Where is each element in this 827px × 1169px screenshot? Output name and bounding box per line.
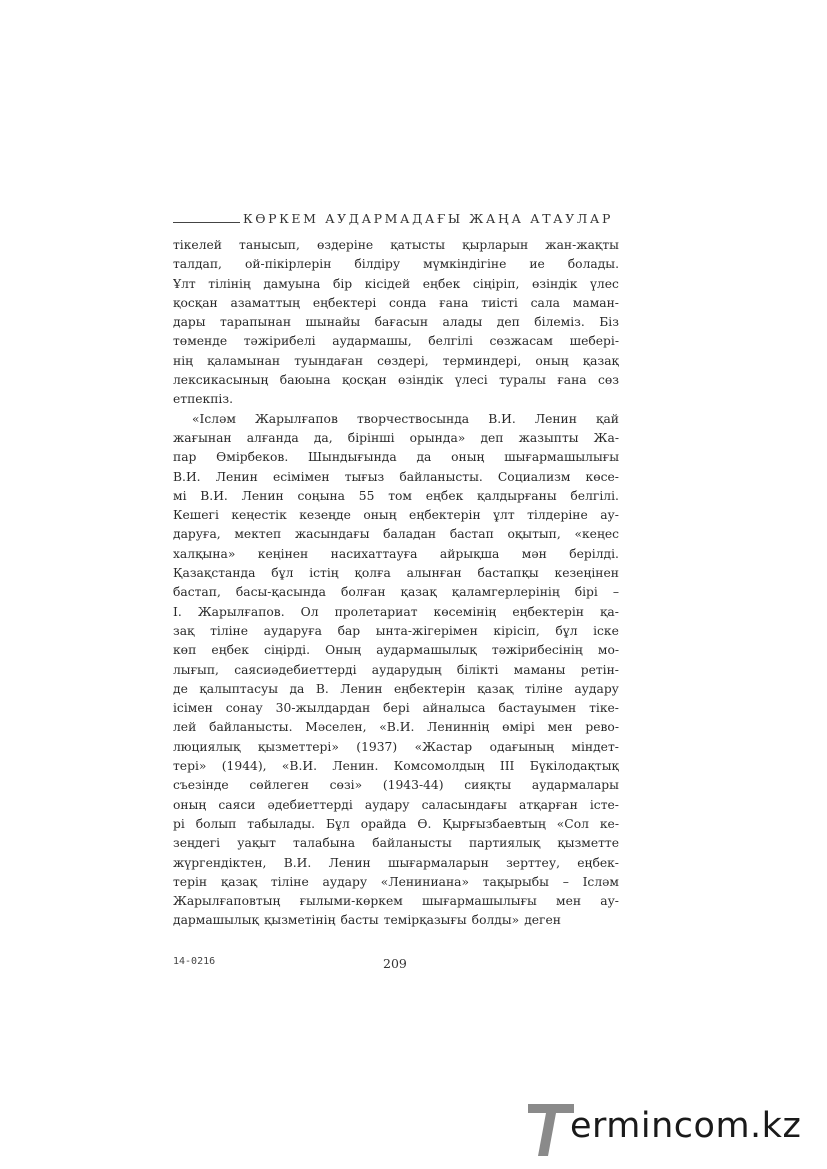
logo-text: ermincom.kz — [570, 1106, 802, 1146]
text-line: Кешегі кеңестік кезеңде оның еңбектерін ұлт тілдеріне ау- — [173, 508, 619, 523]
text-line: лей байланысты. Мәселен, «В.И. Лениннің өмірі мен рево- — [173, 720, 619, 735]
text-line: қосқан азаматтың еңбектері сонда ғана тиісті сала маман- — [173, 295, 619, 310]
text-line: нің қаламынан туындаған сөздері, терминдері, оның қазақ — [173, 353, 619, 368]
text-line: оның саяси әдебиеттерді аудару саласындағы атқарған іcте- — [173, 797, 619, 812]
text-line: съезінде сөйлеген сөзі» (1943-44) сияқты аудармалары — [173, 778, 619, 793]
text-line: тері» (1944), «В.И. Ленин. Комсомолдың III Бүкілодақтық — [173, 759, 619, 774]
body-text — [173, 236, 619, 931]
text-line: терін қазақ тіліне аудару «Лениниана» тақырыбы – Ісләм — [173, 874, 619, 889]
termincom-logo — [526, 1100, 816, 1160]
text-line: ісімен сонау 30-жылдардан бері айналыса бастауымен тіке- — [173, 701, 619, 716]
text-line: лексикасының баюына қосқан өзіндік үлесі туралы ғана сөз — [173, 373, 619, 388]
text-line: төменде тәжірибелі аудармашы, белгілі сөзжасам шебері- — [173, 334, 619, 349]
text-line: «Ісләм Жарылғапов творчествосында В.И. Ленин қай — [192, 411, 619, 426]
text-line: талдап, ой-пікірлерін білдіру мүмкіндігіне ие болады. — [173, 257, 619, 272]
text-line: халқына» кеңінен насихаттауға айрықша мән берілді. — [173, 546, 619, 561]
text-line: зеңдегі уақыт талабына байланысты партиялық қызметте — [173, 836, 619, 851]
text-line: В.И. Ленин есімімен тығыз байланысты. Социализм көсе- — [173, 469, 619, 484]
text-line: даруға, мектеп жасындағы баладан бастап оқытып, «кеңес — [173, 527, 619, 542]
text-line: дары тарапынан шынайы бағасын алады деп білеміз. Біз — [173, 315, 619, 330]
text-line: Ұлт тілінің дамуына бір кісідей еңбек сіңіріп, өзіндік үлес — [173, 276, 619, 291]
text-line: бастап, басы-қасында болған қазақ қаламгерлерінің бірі – — [173, 585, 619, 600]
header-rule — [173, 222, 240, 223]
text-line: жүргендіктен, В.И. Ленин шығармаларын зерттеу, еңбек- — [173, 855, 619, 870]
text-line: люциялық қызметтері» (1937) «Жастар одағының міндет- — [173, 739, 619, 754]
text-line: көп еңбек сіңірді. Оның аудармашылық тәжірибесінің мо- — [173, 643, 619, 658]
text-line: Жарылғаповтың ғылыми-көркем шығармашылығы мен ау- — [173, 894, 619, 909]
text-line: де қалыптасуы да В. Ленин еңбектерін қазақ тіліне аудару — [173, 681, 619, 696]
running-header-title: КӨРКЕМ АУДАРМАДАҒЫ ЖАҢА АТАУЛАР — [243, 211, 613, 226]
page-number: 209 — [383, 956, 407, 971]
text-line: жағынан алғанда да, бірінші орында» деп жазыпты Жа- — [173, 430, 619, 445]
text-line: тікелей танысып, өздеріне қатысты қырларын жан-жақты — [173, 238, 619, 252]
text-line: зақ тіліне аударуға бар ынта-жігерімен кірісіп, бұл іске — [173, 623, 619, 638]
text-line: Қазақстанда бұл істің қолға алынған бастапқы кезеңінен — [173, 566, 619, 581]
text-line: мі В.И. Ленин соңына 55 том еңбек қалдырғаны белгілі. — [173, 488, 619, 503]
print-code: 14-0216 — [173, 956, 216, 967]
running-header — [173, 211, 623, 226]
text-line: лығып, саясиәдебиеттерді аударудың білікті маманы ретін- — [173, 662, 619, 677]
text-line: етпекпіз. — [173, 392, 233, 407]
text-line: рі болып табылады. Бұл орайда Ө. Қырғызбаевтың «Сол ке- — [173, 816, 619, 831]
text-line: пар Өмірбеков. Шындығында да оның шығармашылығы — [173, 450, 619, 465]
text-line: І. Жарылғапов. Ол пролетариат көсемінің еңбектерін қа- — [173, 604, 619, 619]
text-line: дармашылық қызметінің басты темірқазығы болды» деген — [173, 913, 561, 928]
